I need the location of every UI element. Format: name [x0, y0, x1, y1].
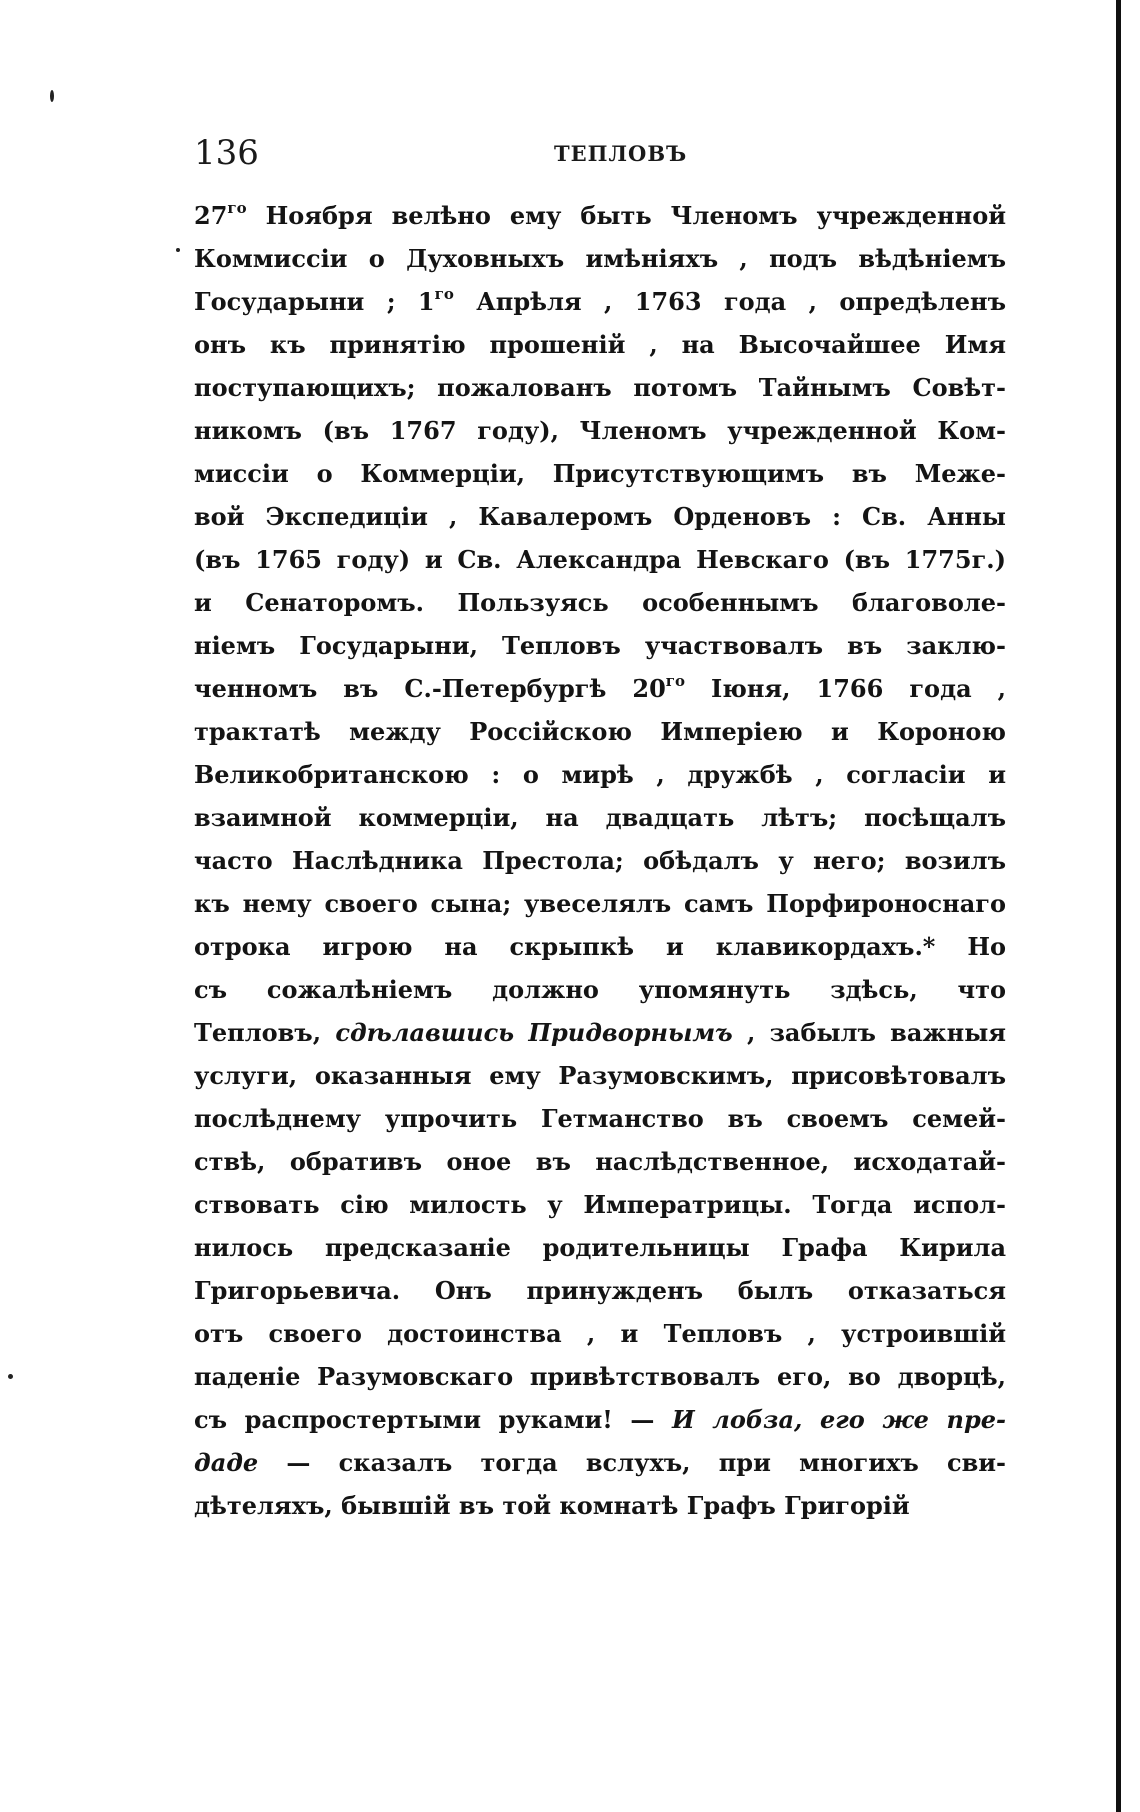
text-segment: ченномъ въ С.-Петербургѣ 20: [194, 674, 666, 703]
text-segment: и Сенаторомъ. Пользуясь особеннымъ благоволе-: [194, 588, 1006, 617]
page-header: [194, 128, 1014, 178]
text-segment: онъ къ принятію прошеній , на Высочайшее Имя: [194, 330, 1006, 359]
text-segment: Коммиссіи о Духовныхъ имѣніяхъ , подъ вѣдѣніемъ: [194, 244, 1006, 273]
text-segment: поступающихъ; пожалованъ потомъ Тайнымъ Совѣт-: [194, 373, 1006, 402]
text-line: [194, 1484, 1006, 1527]
text-line: [194, 280, 1006, 323]
text-segment: Григорьевича. Онъ принужденъ былъ отказаться: [194, 1276, 1006, 1305]
superscript: го: [665, 672, 685, 690]
text-line: [194, 1398, 1006, 1441]
text-segment: Іюня, 1766 года ,: [685, 674, 1006, 703]
print-speck: [50, 90, 54, 102]
text-line: [194, 1011, 1006, 1054]
text-segment: Апрѣля , 1763 года , опредѣленъ: [453, 287, 1006, 316]
text-segment: Великобританскою : о мирѣ , дружбѣ , согласіи и: [194, 760, 1006, 789]
text-segment: услуги, оказанныя ему Разумовскимъ, присовѣтовалъ: [194, 1061, 1006, 1090]
superscript: го: [434, 285, 454, 303]
text-line: [194, 366, 1006, 409]
text-segment: взаимной коммерціи, на двадцать лѣтъ; посѣщалъ: [194, 803, 1006, 832]
text-segment: нилось предсказаніе родительницы Графа Кирила: [194, 1233, 1006, 1262]
text-line: [194, 753, 1006, 796]
text-line: [194, 581, 1006, 624]
text-line: [194, 1097, 1006, 1140]
text-segment: миссіи о Коммерціи, Присутствующимъ въ Меже-: [194, 459, 1006, 488]
text-segment: ствѣ, обративъ оное въ наслѣдственное, исходатай-: [194, 1147, 1006, 1176]
text-line: [194, 624, 1006, 667]
text-line: [194, 538, 1006, 581]
text-line: [194, 1183, 1006, 1226]
text-segment: отрока игрою на скрыпкѣ и клавикордахъ.* Но: [194, 932, 1006, 961]
page-edge-rule: [1116, 0, 1121, 1812]
page-number: 136: [194, 133, 259, 173]
text-segment: Ноября велѣно ему быть Членомъ учрежденной: [246, 201, 1006, 230]
text-segment: (въ 1765 году) и Св. Александра Невскаго (въ 1775г.): [194, 545, 1006, 574]
text-segment: никомъ (въ 1767 году), Членомъ учрежденной Ком-: [194, 416, 1006, 445]
text-line: [194, 710, 1006, 753]
text-line: [194, 409, 1006, 452]
text-segment: съ распростертыми руками! —: [194, 1405, 672, 1434]
text-line: [194, 1312, 1006, 1355]
text-line: [194, 452, 1006, 495]
text-segment: Государыни ; 1: [194, 287, 435, 316]
text-segment: , забылъ важныя: [732, 1018, 1006, 1047]
text-line: [194, 323, 1006, 366]
superscript: го: [227, 199, 247, 217]
text-segment: послѣднему упрочить Гетманство въ своемъ семей-: [194, 1104, 1006, 1133]
text-line: [194, 882, 1006, 925]
text-line: [194, 1226, 1006, 1269]
text-segment: дѣтеляхъ, бывшій въ той комнатѣ Графъ Григорій: [194, 1491, 910, 1520]
text-line: [194, 796, 1006, 839]
text-line: [194, 925, 1006, 968]
text-segment: часто Наслѣдника Престола; обѣдалъ у него; возилъ: [194, 846, 1006, 875]
text-line: [194, 1355, 1006, 1398]
text-segment: 27: [194, 201, 228, 230]
text-line: [194, 968, 1006, 1011]
body-text: [194, 194, 1006, 1527]
italic-text: даде: [194, 1448, 259, 1477]
text-segment: вой Экспедиціи , Кавалеромъ Орденовъ : Св. Анны: [194, 502, 1006, 531]
print-speck: [176, 248, 180, 252]
print-speck: [8, 1374, 13, 1379]
text-segment: ствовать сію милость у Императрицы. Тогда испол-: [194, 1190, 1006, 1219]
text-segment: Тепловъ,: [194, 1018, 336, 1047]
text-segment: — сказалъ тогда вслухъ, при многихъ сви-: [258, 1448, 1006, 1477]
text-line: [194, 839, 1006, 882]
text-line: [194, 1054, 1006, 1097]
text-segment: отъ своего достоинства , и Тепловъ , устроившій: [194, 1319, 1006, 1348]
text-line: [194, 495, 1006, 538]
running-head: ТЕПЛОВЪ: [554, 141, 688, 166]
text-segment: ніемъ Государыни, Тепловъ участвовалъ въ заклю-: [194, 631, 1006, 660]
text-line: [194, 1269, 1006, 1312]
italic-text: И лобза, его же пре-: [672, 1405, 1006, 1434]
text-segment: паденіе Разумовскаго привѣтствовалъ его, во дворцѣ,: [194, 1362, 1006, 1391]
text-line: [194, 1441, 1006, 1484]
text-line: [194, 667, 1006, 710]
text-segment: къ нему своего сына; увеселялъ самъ Порфироноснаго: [194, 889, 1006, 918]
text-line: [194, 194, 1006, 237]
italic-text: сдѣлавшись Придворнымъ: [335, 1018, 733, 1047]
text-segment: трактатѣ между Россійскою Имперіею и Короною: [194, 717, 1006, 746]
text-line: [194, 237, 1006, 280]
text-segment: съ сожалѣніемъ должно упомянуть здѣсь, что: [194, 975, 1006, 1004]
text-line: [194, 1140, 1006, 1183]
